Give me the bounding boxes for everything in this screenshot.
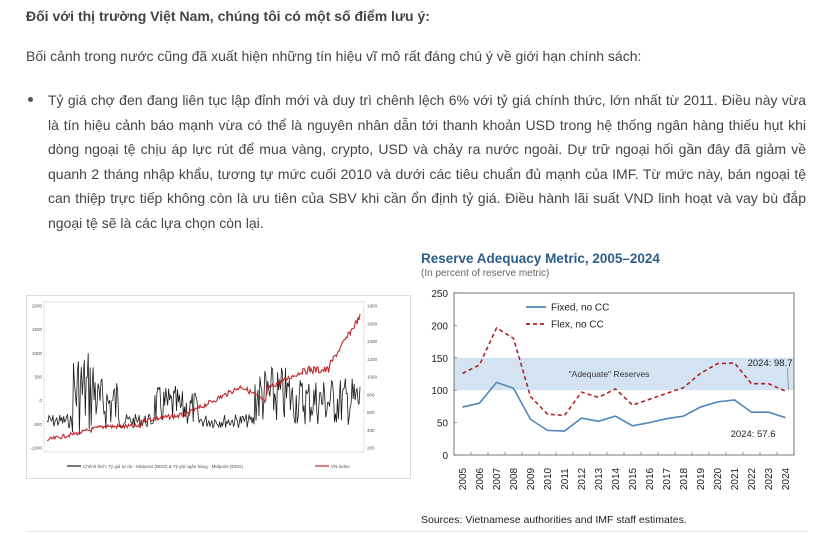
y-tick-label: 200 <box>431 321 448 333</box>
x-tick-label: 2014 <box>611 467 622 491</box>
reserve-adequacy-chart <box>414 248 809 536</box>
left-axis-tick: 1000 <box>31 350 42 356</box>
x-tick-label: 2023 <box>764 467 775 491</box>
legend-label: Fixed, no CC <box>551 302 610 314</box>
reserve-adequacy-svg <box>414 248 809 510</box>
y-tick-label: 250 <box>431 289 448 300</box>
x-tick-label: 2010 <box>543 467 554 491</box>
right-axis-tick: 400 <box>367 427 375 433</box>
left-axis-tick: -1000 <box>30 445 42 451</box>
legend-label-spread: Chênh lệch: Tỷ giá tự do - Midpoint (ĐDO) & Tỷ giá ngân hàng - Midpoint (ĐDO) <box>83 464 243 469</box>
left-axis-tick: 2000 <box>31 303 42 309</box>
legend-label-vnindex: VN-index <box>331 464 350 469</box>
left-axis-tick: 1500 <box>31 327 42 333</box>
chart-source: Sources: Vietnamese authorities and IMF staff estimates. <box>421 514 687 526</box>
left-axis-tick: -500 <box>32 421 42 427</box>
x-tick-label: 2020 <box>713 467 724 491</box>
x-tick-label: 2021 <box>730 467 741 491</box>
chart-subtitle: (In percent of reserve metric) <box>421 268 550 279</box>
x-tick-label: 2011 <box>560 468 571 490</box>
x-tick-label: 2012 <box>577 467 588 491</box>
right-axis-tick: 1200 <box>367 356 378 362</box>
left-axis-tick: 0 <box>39 398 42 404</box>
x-tick-label: 2017 <box>662 467 673 491</box>
right-axis-tick: 600 <box>367 410 375 415</box>
x-tick-label: 2007 <box>492 467 503 491</box>
bullet-text: Tỷ giá chợ đen đang liên tục lập đỉnh mới và duy trì chênh lệch 6% với tỷ giá chính thức, lớn nhất từ 2011. Điều này vừa là tín hiệu cảnh báo mạnh vừa có thể là nguyên nhân dẫn tới thanh khoản USD trong hệ thống ngân hàng thiếu hụt khi dòng ngoại tệ chịu áp lực rút để mua vàng, crypto, USD và chảy ra nước ngoài. Dự trữ ngoại hối gần đây đã giảm về quanh 2 tháng nhập khẩu, tương tự mức cuối 2010 và dưới các tiêu chuẩn đủ mạnh của IMF. Từ mức này, bán ngoại tệ can thiệp trực tiếp không còn là ưu tiên của SBV khi cần ổn định tỷ giá. Điều hành lãi suất VND linh hoạt và vay bù đắp ngoại tệ sẽ là các lựa chọn còn lại. <box>48 92 806 231</box>
chart-title: Reserve Adequacy Metric, 2005–2024 <box>421 251 660 266</box>
x-tick-label: 2015 <box>628 467 639 491</box>
right-axis-tick: 1600 <box>367 321 378 327</box>
annotation-flex-2024: 2024: 98.7 <box>747 358 793 370</box>
right-axis-tick: 1400 <box>367 339 378 344</box>
bullet-list-item <box>26 88 806 236</box>
right-axis-tick: 800 <box>367 392 375 398</box>
intro-paragraph: Bối cảnh trong nước cũng đã xuất hiện những tín hiệu vĩ mô rất đáng chú ý về giới hạn chính sách: <box>26 48 642 64</box>
x-tick-label: 2006 <box>475 467 486 491</box>
bullet-dot-icon <box>28 97 33 102</box>
x-tick-label: 2005 <box>458 467 469 491</box>
right-axis-tick: 1800 <box>367 303 378 309</box>
x-tick-label: 2019 <box>696 467 707 491</box>
x-tick-label: 2018 <box>679 467 690 491</box>
spread-chart-svg <box>27 296 410 478</box>
x-tick-label: 2016 <box>645 467 656 491</box>
x-tick-label: 2024 <box>781 467 792 491</box>
x-tick-label: 2013 <box>594 467 605 491</box>
band-label: "Adequate" Reserves <box>568 369 650 379</box>
exchange-rate-spread-chart <box>26 295 411 479</box>
right-axis-tick: 200 <box>367 445 375 451</box>
right-axis-tick: 1000 <box>367 374 378 380</box>
y-tick-label: 150 <box>431 353 448 365</box>
y-tick-label: 100 <box>431 386 448 398</box>
section-heading: Đối với thị trường Việt Nam, chúng tôi có một số điểm lưu ý: <box>26 8 430 24</box>
divider <box>26 531 808 532</box>
x-tick-label: 2009 <box>526 467 537 491</box>
y-tick-label: 0 <box>442 451 448 462</box>
x-tick-label: 2022 <box>747 467 758 491</box>
annotation-fixed-2024: 2024: 57.6 <box>730 428 776 440</box>
y-tick-label: 50 <box>436 418 448 430</box>
x-tick-label: 2008 <box>509 467 520 491</box>
left-axis-tick: 500 <box>34 374 42 380</box>
legend-label: Flex, no CC <box>551 319 604 331</box>
